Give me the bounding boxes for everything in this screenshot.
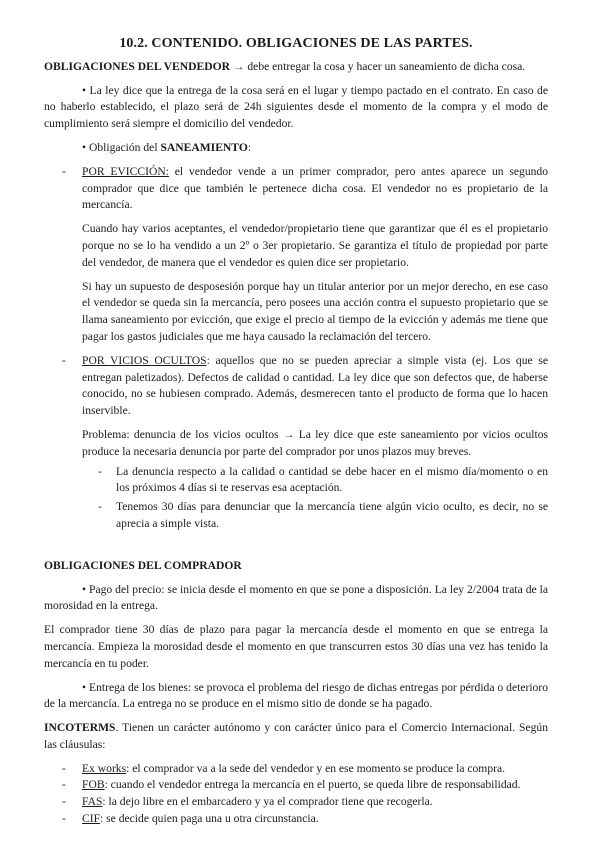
eviccion-item (44, 164, 548, 214)
buyer-heading-line (44, 558, 548, 575)
page-title: 10.2. CONTENIDO. OBLIGACIONES DE LAS PARTES. (119, 36, 473, 51)
clause-item-exworks (44, 761, 548, 778)
clause-item-cif (44, 811, 548, 828)
list-dash: - (62, 353, 66, 367)
saneamiento-bold: SANEAMIENTO (160, 140, 248, 154)
clause-text: : cuando el vendedor entrega la mercancía en el puerto, se queda libre de responsabilidad. (104, 778, 521, 792)
buyer-heading: OBLIGACIONES DEL COMPRADOR (44, 558, 242, 572)
list-dash: - (98, 500, 102, 514)
clause-label: CIF (82, 812, 101, 826)
buyer-entrega-paragraph: • Entrega de los bienes: se provoca el problema del riesgo de dichas entregas por pérdida o deterioro de la mercancía. La entrega no se produce en el mismo sitio de donde se ha pagado. (44, 680, 548, 711)
section-spacer (44, 533, 548, 558)
clause-text: : se decide quien paga una u otra circunstancia. (100, 812, 319, 826)
clause-text: : el comprador va a la sede del vendedor y en ese momento se produce la compra. (126, 761, 506, 775)
clause-label: FOB (82, 778, 105, 792)
vicios-label: POR VICIOS OCULTOS (82, 353, 207, 367)
clause-item-fas (44, 794, 548, 811)
saneamiento-prefix: • Obligación del (82, 140, 161, 154)
eviccion-paragraph-3: Si hay un supuesto de desposesión porque hay un titular anterior por un mejor derecho, en ese caso el vendedor se queda sin la mercancía, pero posees una acción contra el supuesto propietario que se llama saneamiento por evicción, que exige el precio al tiempo de la evicción y además me tiene que pagar los gastos judiciales que me haya causado la reclamación del tercero. (82, 279, 548, 343)
saneamiento-suffix: : (247, 140, 252, 154)
eviccion-paragraph-2: Cuando hay varios aceptantes, el vendedor/propietario tiene que garantizar que él es el propietario porque no se lo ha vendido a un 2º o 3er propietario. Se garantiza el título de propiedad por parte del vendedor, de manera que el vendedor es quien dice ser propietario. (82, 222, 548, 269)
vicios-paragraph-2: Problema: denuncia de los vicios ocultos → La ley dice que este saneamiento por vicios ocultos produce la necesaria denuncia por parte del comprador por unos plazos muy breves. (82, 427, 548, 458)
eviccion-text: el vendedor vende a un primer comprador, pero antes aparece un segundo comprador que dice que también le pertenece dicha cosa. El vendedor no es propietario de la mercancía. (82, 164, 549, 212)
vicios-sub-text: Tenemos 30 días para denunciar que la mercancía tiene algún vicio oculto, es decir, no se aprecia a simple vista. (116, 500, 548, 530)
incoterms-bold: INCOTERMS (44, 721, 116, 735)
vicios-item (44, 353, 548, 420)
seller-law-paragraph: • La ley dice que la entrega de la cosa será en el lugar y tiempo pactado en el contrato. En caso de no haberlo establecido, el plazo será de 24h siguientes desde el momento de la compra y el modo de cumplimiento será siempre el domicilio del vendedor. (44, 83, 548, 131)
seller-heading-rest: → debe entregar la cosa y hacer un saneamiento de dicha cosa. (229, 59, 526, 73)
clause-label: FAS (82, 795, 103, 809)
incoterms-text: . Tienen un carácter autónomo y con carácter único para el Comercio Internacional. Según las cláusulas: (44, 721, 548, 751)
vicios-text: : aquellos que no se pueden apreciar a simple vista (ej. Los que se entregan paletizados). Defectos de calidad o cantidad. La ley dice que son defectos que, de haberse conocido, no se hubiesen comprado. Además, desmerecen tanto el producto de forma que lo hacen inservible. (82, 353, 549, 418)
clause-text: : la dejo libre en el embarcadero y ya el comprador tiene que recogerla. (102, 795, 433, 809)
vicios-sub-item (44, 464, 548, 498)
list-dash: - (98, 464, 102, 478)
clause-item-fob (44, 777, 548, 794)
clause-label: Ex works (82, 761, 127, 775)
seller-heading: OBLIGACIONES DEL VENDEDOR (44, 59, 230, 73)
list-dash: - (62, 164, 66, 178)
vicios-sub-item (44, 499, 548, 533)
incoterms-paragraph (44, 720, 548, 754)
buyer-plazo-paragraph: El comprador tiene 30 días de plazo para pagar la mercancía desde el momento en que se entrega la mercancía. Empieza la morosidad desde el momento en que transcurren estos 30 días una vez has tenido la mercancía en tu poder. (44, 623, 548, 670)
seller-heading-line (44, 59, 548, 76)
saneamiento-line (44, 140, 548, 157)
vicios-sub-text: La denuncia respecto a la calidad o cantidad se debe hacer en el mismo día/momento o en los próximos 4 días si te reservas esa aceptación. (116, 464, 548, 495)
list-dash: - (62, 761, 66, 775)
buyer-pago-paragraph: • Pago del precio: se inicia desde el momento en que se pone a disposición. La ley 2/2004 trata de la morosidad en la entrega. (44, 582, 548, 613)
list-dash: - (62, 778, 66, 792)
eviccion-label: POR EVICCIÓN: (82, 164, 169, 178)
list-dash: - (62, 812, 66, 826)
list-dash: - (62, 795, 66, 809)
